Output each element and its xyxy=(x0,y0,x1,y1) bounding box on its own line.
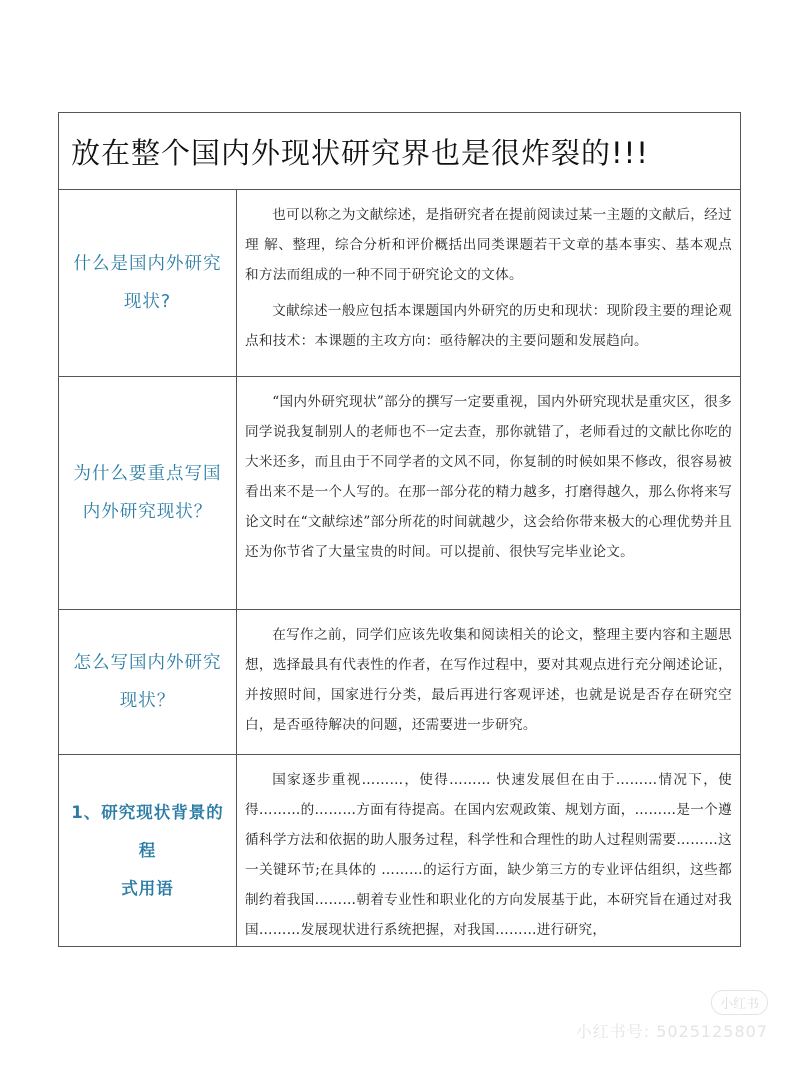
row-label-line: 现状？ xyxy=(119,691,176,711)
paragraph: 也可以称之为文献综述，是指研究者在提前阅读过某一主题的文献后，经过理 解、整理，综合分析和评价概括出同类课题若干文章的基本事实、基本观点和方法而组成的一种不同于研究论文的文体。 xyxy=(245,207,732,283)
title-row xyxy=(59,113,740,190)
row-label xyxy=(63,794,232,908)
row-label-cell xyxy=(59,190,237,376)
table-row-why-important xyxy=(59,377,740,610)
row-content-cell xyxy=(237,755,740,946)
watermark-logo: 小红书 xyxy=(711,990,768,1015)
row-content-cell xyxy=(237,610,740,754)
watermark xyxy=(576,990,768,1042)
row-content-cell xyxy=(237,377,740,609)
row-content-cell xyxy=(237,190,740,376)
paragraph: 在写作之前，同学们应该先收集和阅读相关的论文，整理主要内容和主题思想，选择最具有代表性的作者，在写作过程中，要对其观点进行充分阐述论证，并按照时间，国家进行分类，最后再进行客观评述，也就是说是否存在研究空白，是否亟待解决的问题，还需要进一步研究。 xyxy=(245,627,732,733)
row-label-line: 怎么写国内外研究 xyxy=(73,653,222,673)
page-title: 放在整个国内外现状研究界也是很炸裂的!!! xyxy=(71,135,649,170)
row-label-line: 现状? xyxy=(123,292,172,312)
row-label xyxy=(74,644,222,720)
row-label-line: 式用语 xyxy=(121,878,174,898)
content-table xyxy=(58,112,741,947)
row-label-cell xyxy=(59,755,237,946)
table-row-what-is xyxy=(59,190,740,377)
row-label xyxy=(74,455,222,531)
row-label-line: 为什么要重点写国 xyxy=(73,464,222,484)
paragraph: “国内外研究现状”部分的撰写一定要重视，国内外研究现状是重灾区，很多同学说我复制别人的老师也不一定去查，那你就错了，老师看过的文献比你吃的大米还多，而且由于不同学者的文风不同，你复制的时候如果不修改，很容易被看出来不是一个人写的。在那一部分花的精力越多，打磨得越久，那么你将来写论文时在“文献综述”部分所花的时间就越少，这会给你带来极大的心理优势并且还为你节省了大量宝贵的时间。可以提前、很快写完毕业论文。 xyxy=(245,394,732,560)
row-label xyxy=(74,245,222,321)
row-label-line: 内外研究现状？ xyxy=(82,502,213,522)
table-row-how-to-write xyxy=(59,610,740,755)
row-label-line: 1、研究现状背景的程 xyxy=(71,802,224,860)
row-label-line: 什么是国内外研究 xyxy=(73,254,222,274)
row-label-cell xyxy=(59,610,237,754)
paragraph: 国家逐步重视………，使得……… 快速发展但在由于………情况下，使得………的………方面有待提高。在国内宏观政策、规划方面，………是一个遵循科学方法和依据的助人服务过程，科学性和合理性的助人过程则需要………这一关键环节;在具体的 ………的运行方面，缺少第三方的专业评估组织，这些都制约着我国………朝着专业性和职业化的方向发展基于此，本研究旨在通过对我国………发展现状进行系统把握，对我国………进行研究， xyxy=(245,772,732,938)
table-row-template-phrases xyxy=(59,755,740,946)
paragraph: 文献综述一般应包括本课题国内外研究的历史和现状：现阶段主要的理论观点和技术：本课题的主攻方向：亟待解决的主要问题和发展趋向。 xyxy=(245,303,732,349)
row-label-cell xyxy=(59,377,237,609)
watermark-id: 小红书号: 5025125807 xyxy=(575,1022,768,1041)
